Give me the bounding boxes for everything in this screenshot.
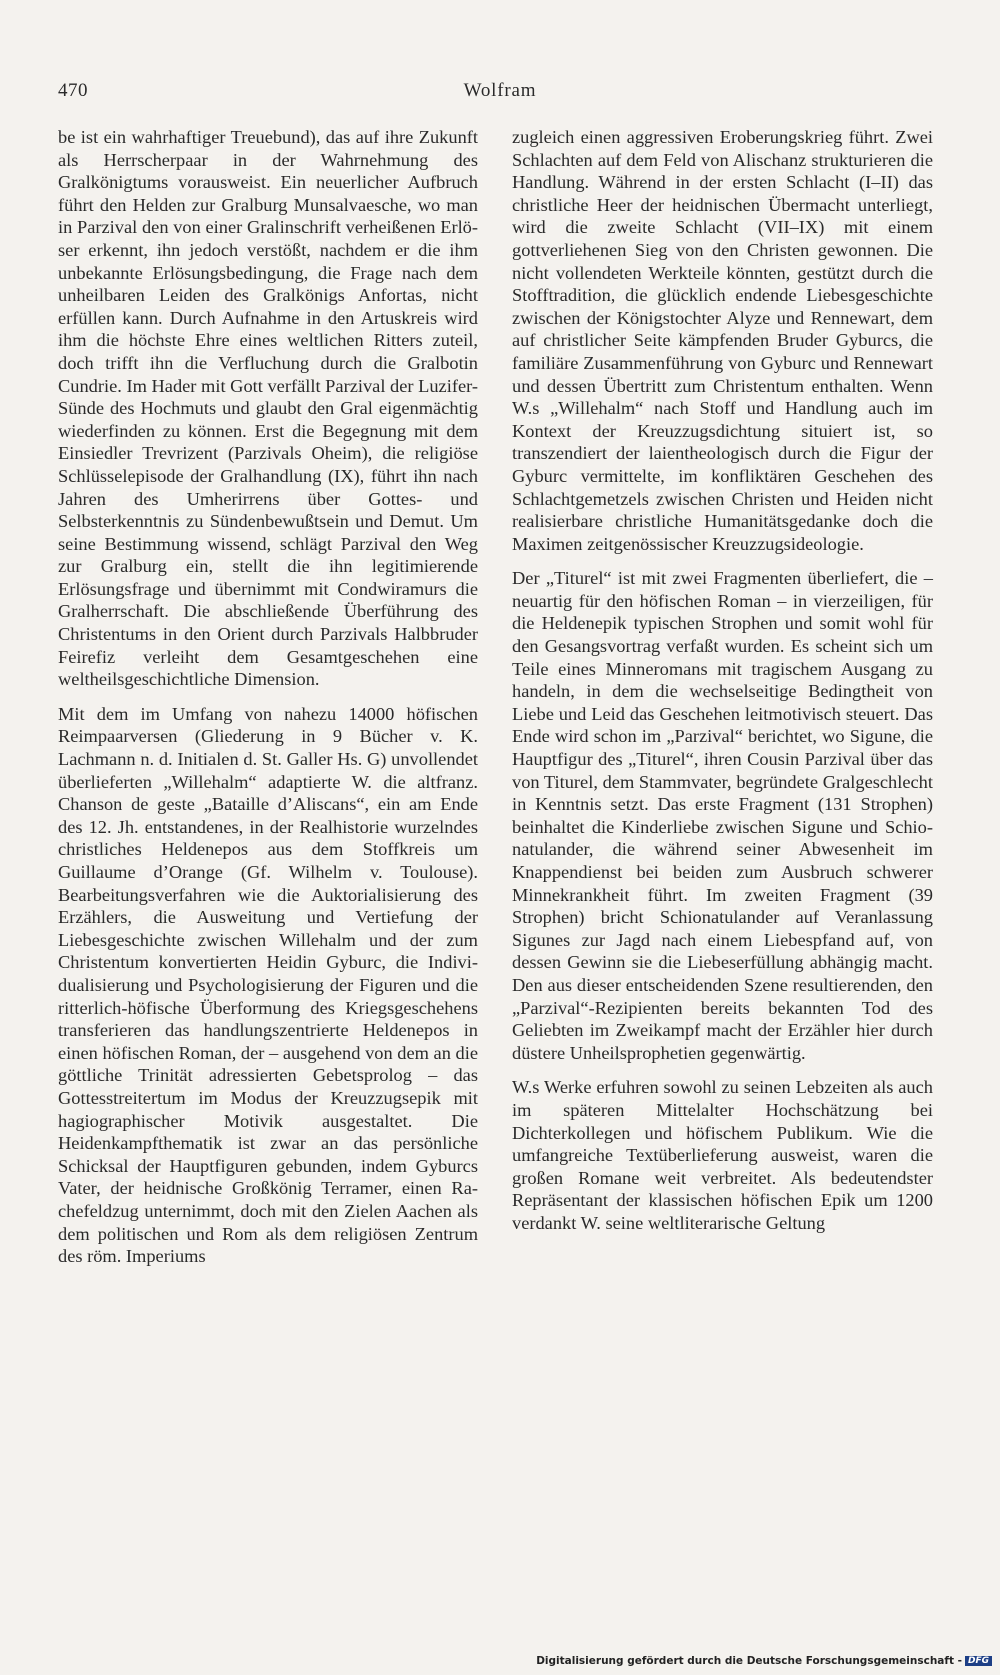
running-head: Wolfram [463, 80, 537, 101]
right-column [512, 126, 933, 1235]
paragraph: W.s Werke erfuhren sowohl zu seinen Lebzeiten als auch im späteren Mittelalter Hochschätzung bei Dichterkollegen und höfischem Publikum. Wie die umfangreiche Textüberlieferung ausweist, waren die großen Romane weit verbreitet. Als bedeutendster Repräsentant der klassischen höfischen Epik um 1200 verdankt W. seine weltliterarische Geltung [512, 1077, 933, 1233]
digitization-credit [536, 1655, 992, 1667]
paragraph: Mit dem im Umfang von nahezu 14000 höfischen Reimpaarversen (Gliederung in 9 Bücher v. K. Lachmann n. d. Initialen d. St. Galler Hs. G) unvollendet überlieferten „Willehalm“ adaptierte W. die altfranz. Chanson de geste „Bataille d’Aliscans“, ein am Ende des 12. Jh. entstandenes, in der Realhistorie wurzelndes christliches Heldenepos aus dem Stoffkreis um Guillaume d’Orange (Gf. Wilhelm v. Toulouse). Bearbeitungsverfahren wie die Auktorialisierung des Erzählers, die Ausweitung und Vertiefung der Liebesgeschichte zwischen Willehalm und der zum Christentum konvertierten Heidin Gyburc, die Individualisierung und Psychologisierung der Figuren und die ritterlich-höfische Überformung des Kriegsgeschehens transferieren das handlungszentrierte Heldenepos in einen höfischen Roman, der – ausgehend von dem an die göttliche Trinität adressierten Gebetsprolog – das Gottesstreitertum im Modus der Kreuzzugsepik mit hagiographischer Motivik ausgestaltet. Die Heidenkampfthematik ist zwar an das persönliche Schicksal der Hauptfiguren gebunden, indem Gyburcs Vater, der heidnische Großkönig Terramer, einen Rachefeldzug unternimmt, doch mit den Zielen Aachen als dem politischen und Rom als dem religiösen Zentrum des röm. Imperiums [58, 703, 478, 1267]
page-number: 470 [58, 80, 88, 101]
dfg-logo: DFG [965, 1656, 992, 1666]
paragraph: zugleich einen aggressiven Eroberungskrieg führt. Zwei Schlachten auf dem Feld von Alischanz strukturieren die Handlung. Während in der ersten Schlacht (I–II) das christliche Heer der heidnischen Übermacht unterliegt, wird die zweite Schlacht (VII–IX) mit einem gottverliehenen Sieg von den Christen gewonnen. Die nicht vollendeten Werkteile könnten, gestützt durch die Stofftradition, die glücklich endende Liebesgeschichte zwischen der Königstochter Alyze und Rennewart, dem auf christlicher Seite kämpfenden Bruder Gyburcs, die familiäre Zusammenführung von Gyburc und Rennewart und dessen Übertritt zum Christentum enthalten. Wenn W.s „Willehalm“ nach Stoff und Handlung auch im Kontext der Kreuzzugsdichtung situiert ist, so transzendiert der laientheologisch durch die Figur der Gyburc vermittelte, im konfliktären Geschehen des Schlachtgemetzels zwischen Christen und Heiden nicht realisierbare christliche Humanitätsgedanke doch die Maximen zeitgenössischer Kreuzzugsideologie. [512, 127, 933, 554]
paragraph: Der „Titurel“ ist mit zwei Fragmenten überliefert, die – neuartig für den höfischen Roman – in vierzeiligen, für die Heldenepik typischen Strophen und somit wohl für den Gesangsvortrag verfaßt wurden. Es scheint sich um Teile eines Minneromans mit tragischem Ausgang zu handeln, in dem die wechselseitige Bedingtheit von Liebe und Leid das Geschehen leitmotivisch steuert. Das Ende wird schon im „Parzival“ berichtet, wo Sigune, die Hauptfigur des „Titurel“, ihren Cousin Parzival über das von Titurel, dem Stammvater, begründete Gralgeschlecht in Kenntnis setzt. Das erste Fragment (131 Strophen) beinhaltet die Kinderliebe zwischen Sigune und Schionatulander, die während seiner Abwesenheit im Knappendienst bei beiden zum Ausbruch schwerer Minnekrankheit führt. Im zweiten Fragment (39 Strophen) bricht Schionatulander auf Veranlassung Sigunes zur Jagd nach einem Liebespfand auf, von dessen Gewinn sie die Liebeserfüllung abhängig macht. Den aus dieser entscheidenden Szene resultierenden, den „Parzival“-Rezipienten bereits bekannten Tod des Geliebten im Zweikampf macht der Erzähler hier durch düstere Unheilsprophetien gegenwärtig. [512, 568, 933, 1063]
paragraph: be ist ein wahrhaftiger Treuebund), das auf ihre Zukunft als Herrscherpaar in der Wahrnehmung des Gralkönigtums vorausweist. Ein neuerlicher Aufbruch führt den Helden zur Gralburg Munsalvaesche, wo man in Parzival den von einer Gralinschrift verheißenen Erlöser erkennt, ihn jedoch verstößt, nachdem er die ihm unbekannte Erlösungsbedingung, die Frage nach dem unheilbaren Leiden des Gralkönigs Anfortas, nicht erfüllen kann. Durch Aufnahme in den Artuskreis wird ihm die höchste Ehre eines weltlichen Ritters zuteil, doch trifft ihn die Verfluchung durch die Gralbotin Cundrie. Im Hader mit Gott verfällt Parzival der Luzifer-Sünde des Hochmuts und glaubt den Gral eigenmächtig wiederfinden zu können. Erst die Begegnung mit dem Einsiedler Trevrizent (Parzivals Oheim), die religiöse Schlüsselepisode der Gralhandlung (IX), führt ihn nach Jahren des Umherirrens über Gottes- und Selbsterkenntnis zu Sündenbewußtsein und Demut. Um seine Bestimmung wissend, schlägt Parzival den Weg zur Gralburg ein, stellt die ihn legitimierende Erlösungsfrage und übernimmt mit Condwiramurs die Gralherrschaft. Die abschließende Überführung des Christentums in den Orient durch Parzivals Halbbruder Feirefiz verleiht dem Gesamtgeschehen eine weltheilsgeschichtliche Dimension. [58, 127, 478, 690]
left-column [58, 126, 478, 1268]
credit-text: Digitalisierung gefördert durch die Deutsche Forschungsgemeinschaft - [536, 1655, 962, 1667]
